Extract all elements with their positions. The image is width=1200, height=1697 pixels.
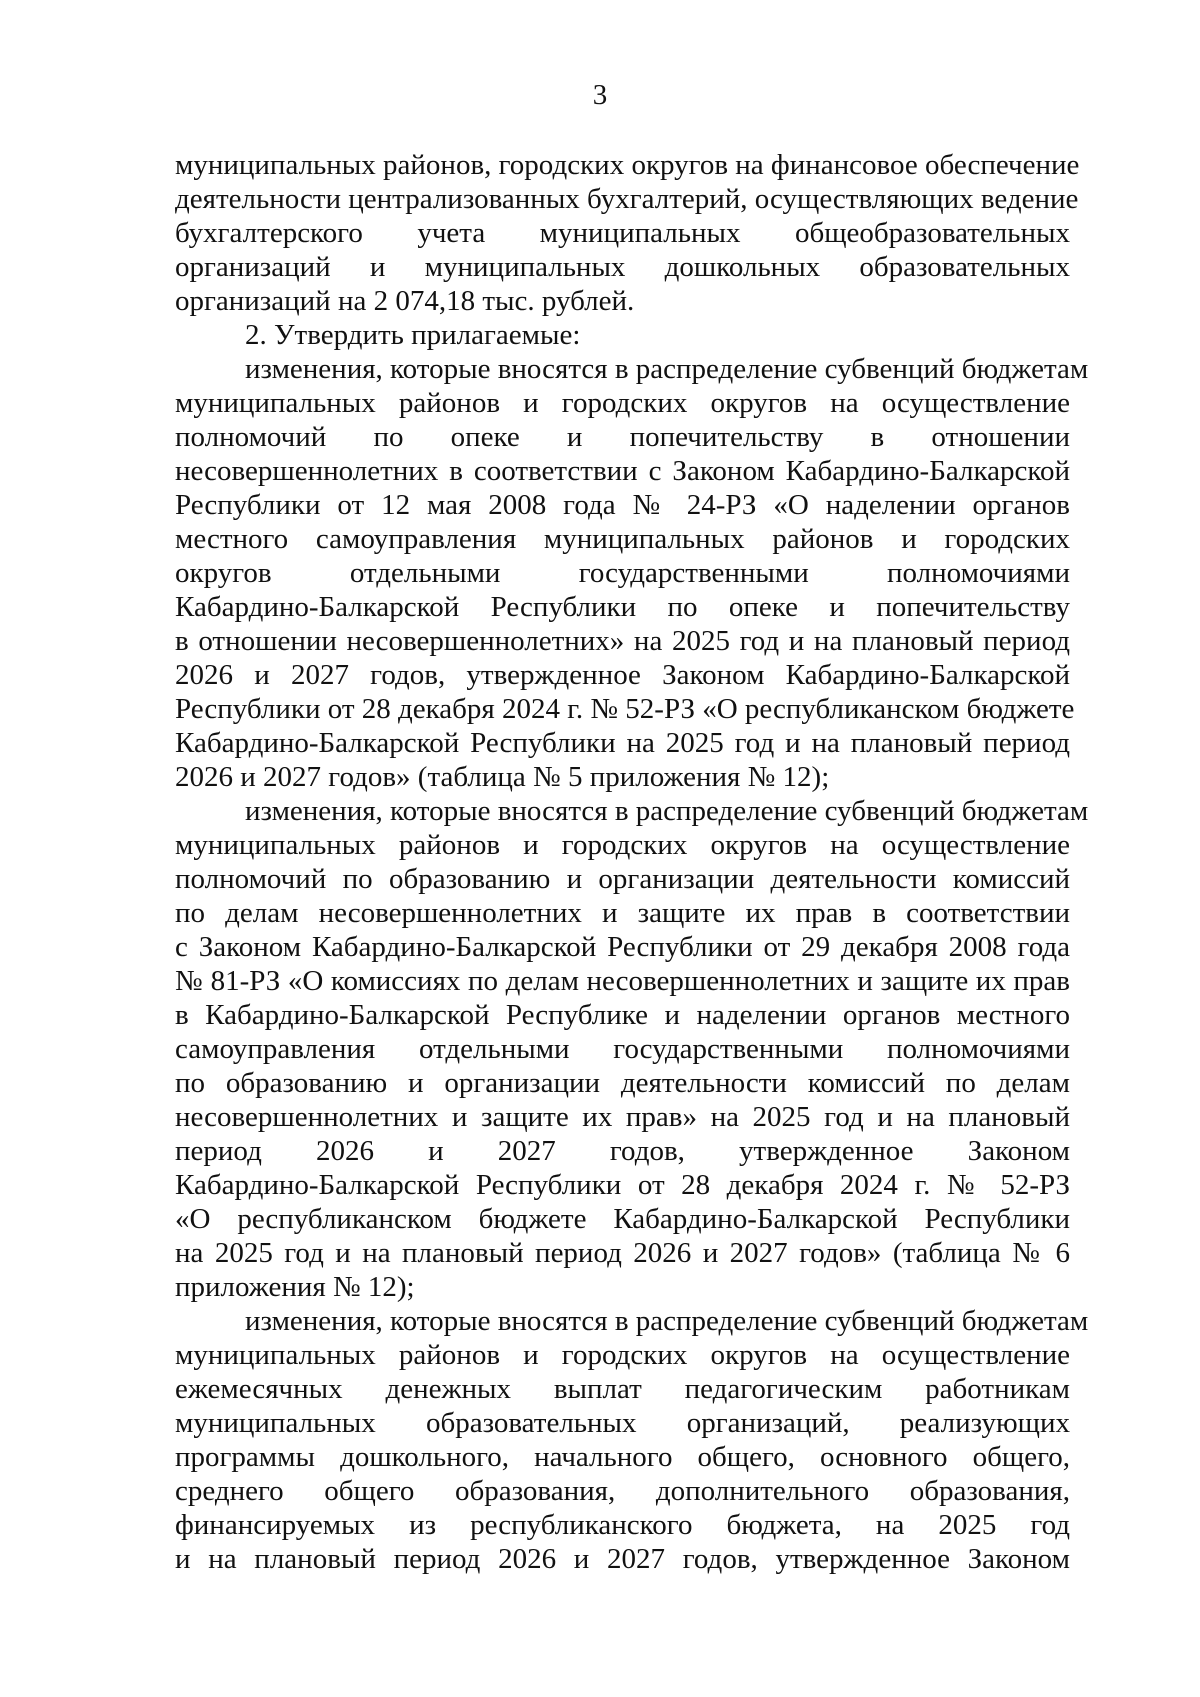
text-line: муниципальных районов и городских округов на осуществление <box>175 829 1070 861</box>
text-line: на 2025 год и на плановый период 2026 и 2027 годов» (таблица № 6 <box>175 1237 1070 1269</box>
text-line: Республики от 28 декабря 2024 г. № 52-РЗ «О республиканском бюджете <box>175 693 1075 725</box>
paragraph-change-3 <box>175 1304 1089 1576</box>
text-line: № 81-РЗ «О комиссиях по делам несовершеннолетних и защите их прав <box>175 965 1070 997</box>
text-line: Кабардино-Балкарской Республики по опеке и попечительству <box>175 591 1070 623</box>
text-line: изменения, которые вносятся в распределение субвенций бюджетам <box>245 1305 1089 1337</box>
text-line: Кабардино-Балкарской Республики на 2025 год и на плановый период <box>175 727 1070 759</box>
text-line: 2026 и 2027 годов» (таблица № 5 приложения № 12); <box>175 761 830 793</box>
text-line: «О республиканском бюджете Кабардино-Балкарской Республики <box>175 1203 1070 1235</box>
text-line: по делам несовершеннолетних и защите их прав в соответствии <box>175 897 1070 929</box>
text-line: организаций и муниципальных дошкольных образовательных <box>175 251 1070 283</box>
text-line: изменения, которые вносятся в распределение субвенций бюджетам <box>245 353 1089 385</box>
text-line: муниципальных районов и городских округов на осуществление <box>175 387 1070 419</box>
text-line: изменения, которые вносятся в распределение субвенций бюджетам <box>245 795 1089 827</box>
text-line: в Кабардино-Балкарской Республике и наделении органов местного <box>175 999 1070 1031</box>
text-line: финансируемых из республиканского бюджета, на 2025 год <box>175 1509 1070 1541</box>
text-line: в отношении несовершеннолетних» на 2025 год и на плановый период <box>175 625 1070 657</box>
text-line: деятельности централизованных бухгалтерий, осуществляющих ведение <box>175 183 1079 215</box>
page-number: 3 <box>592 79 608 111</box>
text-line: округов отдельными государственными полномочиями <box>175 557 1070 589</box>
text-line: Республики от 12 мая 2008 года № 24-РЗ «О наделении органов <box>175 489 1070 521</box>
document-body <box>175 148 1089 1576</box>
paragraph-change-1 <box>175 352 1089 794</box>
text-line: с Законом Кабардино-Балкарской Республики от 29 декабря 2008 года <box>175 931 1070 963</box>
text-line: 2. Утвердить прилагаемые: <box>245 319 581 351</box>
paragraph-continuation <box>175 148 1080 318</box>
text-line: и на плановый период 2026 и 2027 годов, утвержденное Законом <box>175 1543 1070 1575</box>
paragraph-change-2 <box>175 794 1089 1304</box>
text-line: ежемесячных денежных выплат педагогическим работникам <box>175 1373 1070 1405</box>
text-line: муниципальных районов и городских округов на осуществление <box>175 1339 1070 1371</box>
text-line: несовершеннолетних в соответствии с Законом Кабардино-Балкарской <box>175 455 1070 487</box>
text-line: период 2026 и 2027 годов, утвержденное Законом <box>175 1135 1070 1167</box>
text-line: организаций на 2 074,18 тыс. рублей. <box>175 285 635 317</box>
text-line: муниципальных районов, городских округов на финансовое обеспечение <box>175 149 1080 181</box>
text-line: среднего общего образования, дополнительного образования, <box>175 1475 1070 1507</box>
text-line: программы дошкольного, начального общего, основного общего, <box>175 1441 1070 1473</box>
text-line: бухгалтерского учета муниципальных общеобразовательных <box>175 217 1070 249</box>
text-line: приложения № 12); <box>175 1271 415 1303</box>
text-line: самоуправления отдельными государственными полномочиями <box>175 1033 1070 1065</box>
text-line: местного самоуправления муниципальных районов и городских <box>175 523 1070 555</box>
text-line: 2026 и 2027 годов, утвержденное Законом Кабардино-Балкарской <box>175 659 1070 691</box>
text-line: муниципальных образовательных организаций, реализующих <box>175 1407 1070 1439</box>
text-line: полномочий по образованию и организации деятельности комиссий <box>175 863 1070 895</box>
text-line: несовершеннолетних и защите их прав» на 2025 год и на плановый <box>175 1101 1070 1133</box>
paragraph-item-2 <box>175 318 1070 352</box>
text-line: Кабардино-Балкарской Республики от 28 декабря 2024 г. № 52-РЗ <box>175 1169 1070 1201</box>
text-line: по образованию и организации деятельности комиссий по делам <box>175 1067 1070 1099</box>
text-line: полномочий по опеке и попечительству в отношении <box>175 421 1070 453</box>
